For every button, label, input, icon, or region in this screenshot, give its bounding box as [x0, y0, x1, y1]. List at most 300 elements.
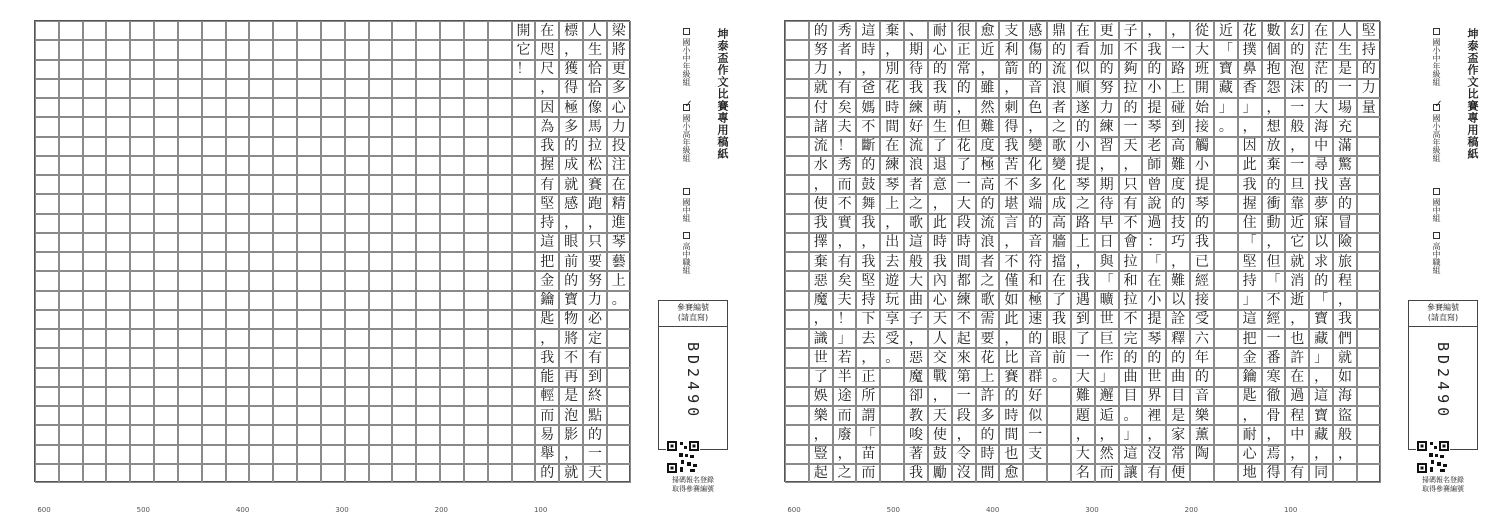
grid-cell: ， — [999, 79, 1023, 98]
grid-cell — [488, 98, 512, 117]
grid-cell — [154, 137, 178, 156]
grid-cell: 得 — [1262, 464, 1286, 483]
grid-cell: 琴 — [1190, 194, 1214, 213]
grid-cell: 以 — [1309, 233, 1333, 252]
grid-cell — [249, 406, 273, 425]
grid-cell — [226, 291, 250, 310]
grid-cell — [607, 387, 631, 406]
grid-cell — [154, 329, 178, 348]
grid-cell — [1047, 425, 1071, 444]
grid-cell: 娛 — [809, 387, 833, 406]
grid-cell — [785, 348, 809, 367]
grid-cell: 就 — [809, 79, 833, 98]
grid-cell — [440, 387, 464, 406]
checkbox-icon[interactable] — [683, 188, 690, 195]
category-senior-high[interactable]: 高中職組 — [681, 232, 692, 274]
grid-cell — [249, 175, 273, 194]
grid-cell — [249, 40, 273, 59]
grid-cell — [369, 252, 393, 271]
grid-cell — [464, 79, 488, 98]
grid-cell: 天 — [583, 464, 607, 483]
grid-cell — [130, 406, 154, 425]
grid-cell: ， — [535, 79, 559, 98]
grid-cell — [226, 329, 250, 348]
grid-cell: 人 — [1333, 21, 1357, 40]
grid-cell — [154, 387, 178, 406]
checkbox-icon[interactable] — [1433, 28, 1440, 35]
grid-cell: 的 — [1166, 194, 1190, 213]
category-junior-high[interactable]: 國中組 — [1431, 188, 1442, 222]
grid-cell — [154, 40, 178, 59]
grid-cell: 大 — [1071, 368, 1095, 387]
grid-cell — [297, 387, 321, 406]
grid-cell — [321, 60, 345, 79]
grid-cell — [130, 117, 154, 136]
grid-cell — [273, 406, 297, 425]
grid-cell — [464, 387, 488, 406]
grid-cell: 一 — [1262, 329, 1286, 348]
grid-cell — [488, 368, 512, 387]
grid-cell: 在 — [607, 175, 631, 194]
grid-cell — [35, 194, 59, 213]
grid-cell — [35, 137, 59, 156]
grid-cell: 識 — [809, 329, 833, 348]
grid-cell: 了 — [952, 156, 976, 175]
grid-cell: 爸 — [856, 79, 880, 98]
grid-cell: 度 — [1166, 175, 1190, 194]
grid-cell — [440, 445, 464, 464]
grid-cell — [83, 464, 107, 483]
checkbox-icon[interactable] — [683, 28, 690, 35]
grid-cell: ， — [1285, 445, 1309, 464]
category-lower-elementary[interactable]: 國小中年級組 — [681, 28, 692, 86]
grid-cell — [440, 291, 464, 310]
grid-cell — [106, 348, 130, 367]
grid-cell: 像 — [583, 98, 607, 117]
grid-cell — [880, 368, 904, 387]
grid-cell — [297, 194, 321, 213]
grid-cell — [1047, 406, 1071, 425]
grid-cell: 段 — [952, 406, 976, 425]
grid-cell: 物 — [559, 310, 583, 329]
grid-cell: 我 — [809, 214, 833, 233]
grid-cell: 了 — [928, 137, 952, 156]
grid-cell — [512, 271, 536, 290]
category-lower-elementary[interactable]: 國小中年級組 — [1431, 28, 1442, 86]
grid-cell — [440, 329, 464, 348]
grid-cell: 眼 — [1047, 329, 1071, 348]
grid-cell — [59, 98, 83, 117]
grid-cell: 」 — [1214, 98, 1238, 117]
grid-cell: 從 — [1190, 21, 1214, 40]
grid-cell — [345, 445, 369, 464]
grid-cell: 提 — [1142, 98, 1166, 117]
grid-cell: 我 — [904, 79, 928, 98]
grid-cell: 刺 — [999, 98, 1023, 117]
grid-cell — [1190, 464, 1214, 483]
grid-cell: 是 — [559, 387, 583, 406]
grid-cell — [202, 368, 226, 387]
grid-cell: 寶 — [1214, 60, 1238, 79]
grid-cell — [249, 271, 273, 290]
grid-cell: 碰 — [1166, 98, 1190, 117]
grid-cell — [488, 348, 512, 367]
grid-cell — [440, 79, 464, 98]
grid-cell — [83, 406, 107, 425]
grid-cell: 色 — [1023, 98, 1047, 117]
grid-cell — [130, 368, 154, 387]
grid-cell: 起 — [952, 329, 976, 348]
grid-cell: 早 — [1095, 214, 1119, 233]
grid-cell — [512, 137, 536, 156]
grid-cell — [488, 387, 512, 406]
grid-cell — [416, 233, 440, 252]
grid-cell: 拉 — [1119, 291, 1143, 310]
column-count-label: 300 — [335, 506, 349, 514]
grid-cell — [59, 445, 83, 464]
grid-cell: 匙 — [1238, 387, 1262, 406]
grid-cell — [178, 271, 202, 290]
grid-cell — [345, 214, 369, 233]
grid-cell: 不 — [1119, 40, 1143, 59]
grid-cell — [392, 233, 416, 252]
grid-cell: 而 — [833, 175, 857, 194]
grid-cell — [488, 445, 512, 464]
grid-cell: 而 — [856, 464, 880, 483]
grid-cell: ， — [880, 40, 904, 59]
grid-cell — [59, 21, 83, 40]
grid-cell: 生 — [1333, 40, 1357, 59]
grid-cell: 舉 — [535, 445, 559, 464]
grid-cell: 這 — [904, 233, 928, 252]
grid-cell: 苗 — [856, 445, 880, 464]
grid-cell — [59, 60, 83, 79]
grid-cell — [106, 252, 130, 271]
grid-cell: 練 — [880, 156, 904, 175]
grid-cell: 跑 — [583, 194, 607, 213]
grid-cell — [512, 117, 536, 136]
grid-cell — [416, 156, 440, 175]
grid-cell — [416, 40, 440, 59]
grid-cell: 。 — [1119, 406, 1143, 425]
grid-cell — [297, 40, 321, 59]
grid-cell: 間 — [976, 464, 1000, 483]
grid-cell: 花 — [952, 137, 976, 156]
grid-cell — [880, 464, 904, 483]
grid-cell — [392, 445, 416, 464]
grid-cell — [202, 348, 226, 367]
grid-cell — [273, 233, 297, 252]
grid-cell — [392, 137, 416, 156]
grid-cell — [297, 233, 321, 252]
grid-cell: 時 — [976, 445, 1000, 464]
grid-cell: 標 — [559, 21, 583, 40]
grid-cell — [488, 60, 512, 79]
grid-cell — [416, 117, 440, 136]
grid-cell: 天 — [1119, 137, 1143, 156]
grid-cell: 去 — [856, 329, 880, 348]
grid-cell — [1214, 368, 1238, 387]
manuscript-grid-right — [784, 20, 1380, 482]
grid-cell — [154, 233, 178, 252]
grid-cell: 不 — [1262, 291, 1286, 310]
grid-cell — [106, 21, 130, 40]
grid-cell — [785, 445, 809, 464]
grid-cell: 喜 — [1333, 175, 1357, 194]
grid-cell: 將 — [607, 40, 631, 59]
grid-cell: 海 — [1309, 117, 1333, 136]
grid-cell: 必 — [583, 310, 607, 329]
grid-cell: 成 — [559, 156, 583, 175]
qr-code-icon[interactable] — [1416, 440, 1450, 474]
grid-cell — [440, 252, 464, 271]
grid-cell — [83, 425, 107, 444]
grid-cell: 斷 — [856, 137, 880, 156]
grid-cell: 海 — [1333, 387, 1357, 406]
grid-cell: 班 — [1190, 60, 1214, 79]
grid-cell — [130, 40, 154, 59]
grid-cell — [178, 40, 202, 59]
grid-cell — [785, 175, 809, 194]
grid-cell: 若 — [833, 348, 857, 367]
grid-cell: 拉 — [583, 137, 607, 156]
grid-cell: 時 — [880, 98, 904, 117]
grid-cell — [1357, 425, 1381, 444]
grid-cell: 大 — [904, 271, 928, 290]
category-junior-high[interactable]: 國中組 — [681, 188, 692, 222]
grid-cell: 一 — [1333, 79, 1357, 98]
grid-cell — [369, 445, 393, 464]
grid-cell: 遊 — [880, 271, 904, 290]
grid-cell: 流 — [904, 137, 928, 156]
grid-cell — [1357, 194, 1381, 213]
grid-cell — [273, 156, 297, 175]
category-upper-elementary[interactable]: ✓ 國小高年級組 — [681, 104, 692, 162]
grid-cell: 要 — [976, 329, 1000, 348]
grid-cell: 間 — [999, 425, 1023, 444]
grid-cell: 沒 — [952, 464, 976, 483]
grid-cell — [369, 464, 393, 483]
grid-cell — [392, 156, 416, 175]
grid-cell — [416, 98, 440, 117]
grid-cell — [106, 214, 130, 233]
grid-cell — [226, 425, 250, 444]
entry-id-label: 參賽編號 (請直寫) — [659, 301, 727, 327]
grid-cell: 日 — [1095, 233, 1119, 252]
grid-cell: 輕 — [535, 387, 559, 406]
grid-cell — [440, 137, 464, 156]
grid-cell — [345, 406, 369, 425]
grid-cell: 的 — [1119, 348, 1143, 367]
grid-cell — [464, 175, 488, 194]
grid-cell — [83, 368, 107, 387]
qr-code-icon[interactable] — [666, 440, 700, 474]
grid-cell — [226, 156, 250, 175]
grid-cell — [488, 175, 512, 194]
grid-cell: 只 — [583, 233, 607, 252]
grid-cell: 握 — [1238, 194, 1262, 213]
grid-cell: 「 — [1238, 233, 1262, 252]
grid-cell — [345, 40, 369, 59]
grid-cell: 拉 — [1119, 252, 1143, 271]
grid-cell: 便 — [1166, 464, 1190, 483]
grid-cell — [273, 137, 297, 156]
grid-cell — [488, 310, 512, 329]
grid-cell — [154, 60, 178, 79]
checkbox-icon[interactable] — [1433, 188, 1440, 195]
grid-cell: ， — [559, 214, 583, 233]
grid-cell — [83, 348, 107, 367]
grid-cell: 然 — [1095, 445, 1119, 464]
grid-cell: ： — [1142, 233, 1166, 252]
grid-cell: ， — [1095, 425, 1119, 444]
grid-cell — [83, 291, 107, 310]
grid-cell: 將 — [559, 329, 583, 348]
grid-cell — [464, 233, 488, 252]
grid-cell — [512, 79, 536, 98]
grid-cell — [440, 271, 464, 290]
grid-cell: 世 — [1142, 368, 1166, 387]
grid-cell — [440, 21, 464, 40]
grid-cell — [106, 464, 130, 483]
grid-cell — [488, 252, 512, 271]
grid-cell: ， — [880, 214, 904, 233]
grid-cell — [880, 445, 904, 464]
grid-cell: 。 — [880, 348, 904, 367]
grid-cell: 我 — [535, 137, 559, 156]
grid-cell: 一 — [1071, 348, 1095, 367]
grid-cell: 的 — [559, 271, 583, 290]
grid-cell: 努 — [583, 271, 607, 290]
grid-cell — [178, 252, 202, 271]
grid-cell — [488, 406, 512, 425]
grid-cell: 在 — [1047, 271, 1071, 290]
grid-cell — [130, 156, 154, 175]
grid-cell: 者 — [976, 252, 1000, 271]
grid-cell — [273, 175, 297, 194]
grid-cell: 琴 — [880, 175, 904, 194]
grid-cell: ， — [1262, 425, 1286, 444]
grid-cell: 耐 — [928, 21, 952, 40]
category-senior-high[interactable]: 高中職組 — [1431, 232, 1442, 274]
grid-cell: 」 — [1238, 98, 1262, 117]
grid-cell: 它 — [1285, 233, 1309, 252]
grid-cell: 待 — [904, 60, 928, 79]
grid-cell: 夫 — [833, 117, 857, 136]
grid-cell — [416, 445, 440, 464]
grid-cell: 者 — [833, 40, 857, 59]
grid-cell: 一 — [1119, 117, 1143, 136]
qr-caption: 掃碼報名登錄 取得參賽編號 — [672, 476, 714, 494]
grid-cell — [345, 425, 369, 444]
grid-cell — [59, 406, 83, 425]
grid-cell: 接 — [1190, 117, 1214, 136]
grid-cell: 舞 — [856, 194, 880, 213]
grid-cell — [297, 252, 321, 271]
grid-cell — [345, 252, 369, 271]
grid-cell: 但 — [1262, 252, 1286, 271]
grid-cell — [392, 117, 416, 136]
column-count-label: 200 — [434, 506, 449, 514]
grid-cell: ， — [1238, 117, 1262, 136]
grid-cell: 心 — [607, 98, 631, 117]
grid-cell: 持 — [535, 214, 559, 233]
grid-cell: 得 — [559, 79, 583, 98]
grid-cell — [106, 60, 130, 79]
grid-cell — [464, 98, 488, 117]
grid-cell: 利 — [999, 40, 1023, 59]
checkbox-icon[interactable] — [1433, 232, 1440, 239]
grid-cell — [83, 137, 107, 156]
grid-cell — [154, 194, 178, 213]
grid-cell: 焉 — [1262, 445, 1286, 464]
grid-cell — [512, 406, 536, 425]
grid-cell — [106, 406, 130, 425]
grid-cell: 退 — [928, 156, 952, 175]
checkbox-checked-icon[interactable] — [683, 104, 690, 111]
grid-cell: 的 — [976, 194, 1000, 213]
manuscript-sheet-right — [750, 0, 1500, 530]
column-count-label: 200 — [1184, 506, 1199, 514]
grid-cell — [59, 156, 83, 175]
grid-cell — [392, 464, 416, 483]
checkbox-checked-icon[interactable] — [1433, 104, 1440, 111]
grid-cell: 在 — [535, 21, 559, 40]
grid-cell: 不 — [999, 175, 1023, 194]
grid-cell — [1357, 310, 1381, 329]
grid-cell: 有 — [833, 79, 857, 98]
grid-cell — [83, 21, 107, 40]
grid-cell — [226, 79, 250, 98]
grid-cell: 注 — [607, 156, 631, 175]
grid-cell: 如 — [999, 291, 1023, 310]
grid-cell: 浪 — [976, 233, 1000, 252]
category-upper-elementary[interactable]: ✓ 國小高年級組 — [1431, 104, 1442, 162]
grid-cell: 而 — [535, 406, 559, 425]
grid-cell — [880, 425, 904, 444]
grid-cell — [1214, 464, 1238, 483]
grid-cell: 的 — [1142, 60, 1166, 79]
grid-cell: 不 — [952, 310, 976, 329]
grid-cell — [880, 406, 904, 425]
grid-cell: 也 — [999, 445, 1023, 464]
grid-cell: 「 — [1214, 40, 1238, 59]
grid-cell: 寒 — [1262, 368, 1286, 387]
grid-cell: 進 — [607, 214, 631, 233]
grid-cell — [35, 60, 59, 79]
checkbox-icon[interactable] — [683, 232, 690, 239]
grid-cell: 高 — [1166, 137, 1190, 156]
grid-cell: 常 — [952, 60, 976, 79]
grid-cell — [607, 464, 631, 483]
grid-cell: 端 — [1023, 194, 1047, 213]
grid-cell: ， — [1285, 137, 1309, 156]
grid-cell — [106, 425, 130, 444]
grid-cell: 松 — [583, 156, 607, 175]
grid-cell: 傷 — [1023, 40, 1047, 59]
grid-cell — [202, 329, 226, 348]
grid-cell — [345, 464, 369, 483]
grid-cell — [35, 368, 59, 387]
grid-cell: 盜 — [1333, 406, 1357, 425]
grid-cell: 此 — [928, 214, 952, 233]
grid-cell: 名 — [1071, 464, 1095, 483]
grid-cell — [59, 271, 83, 290]
grid-cell: ， — [952, 425, 976, 444]
grid-cell: 支 — [1023, 445, 1047, 464]
grid-cell — [59, 387, 83, 406]
grid-cell: 目 — [1119, 387, 1143, 406]
